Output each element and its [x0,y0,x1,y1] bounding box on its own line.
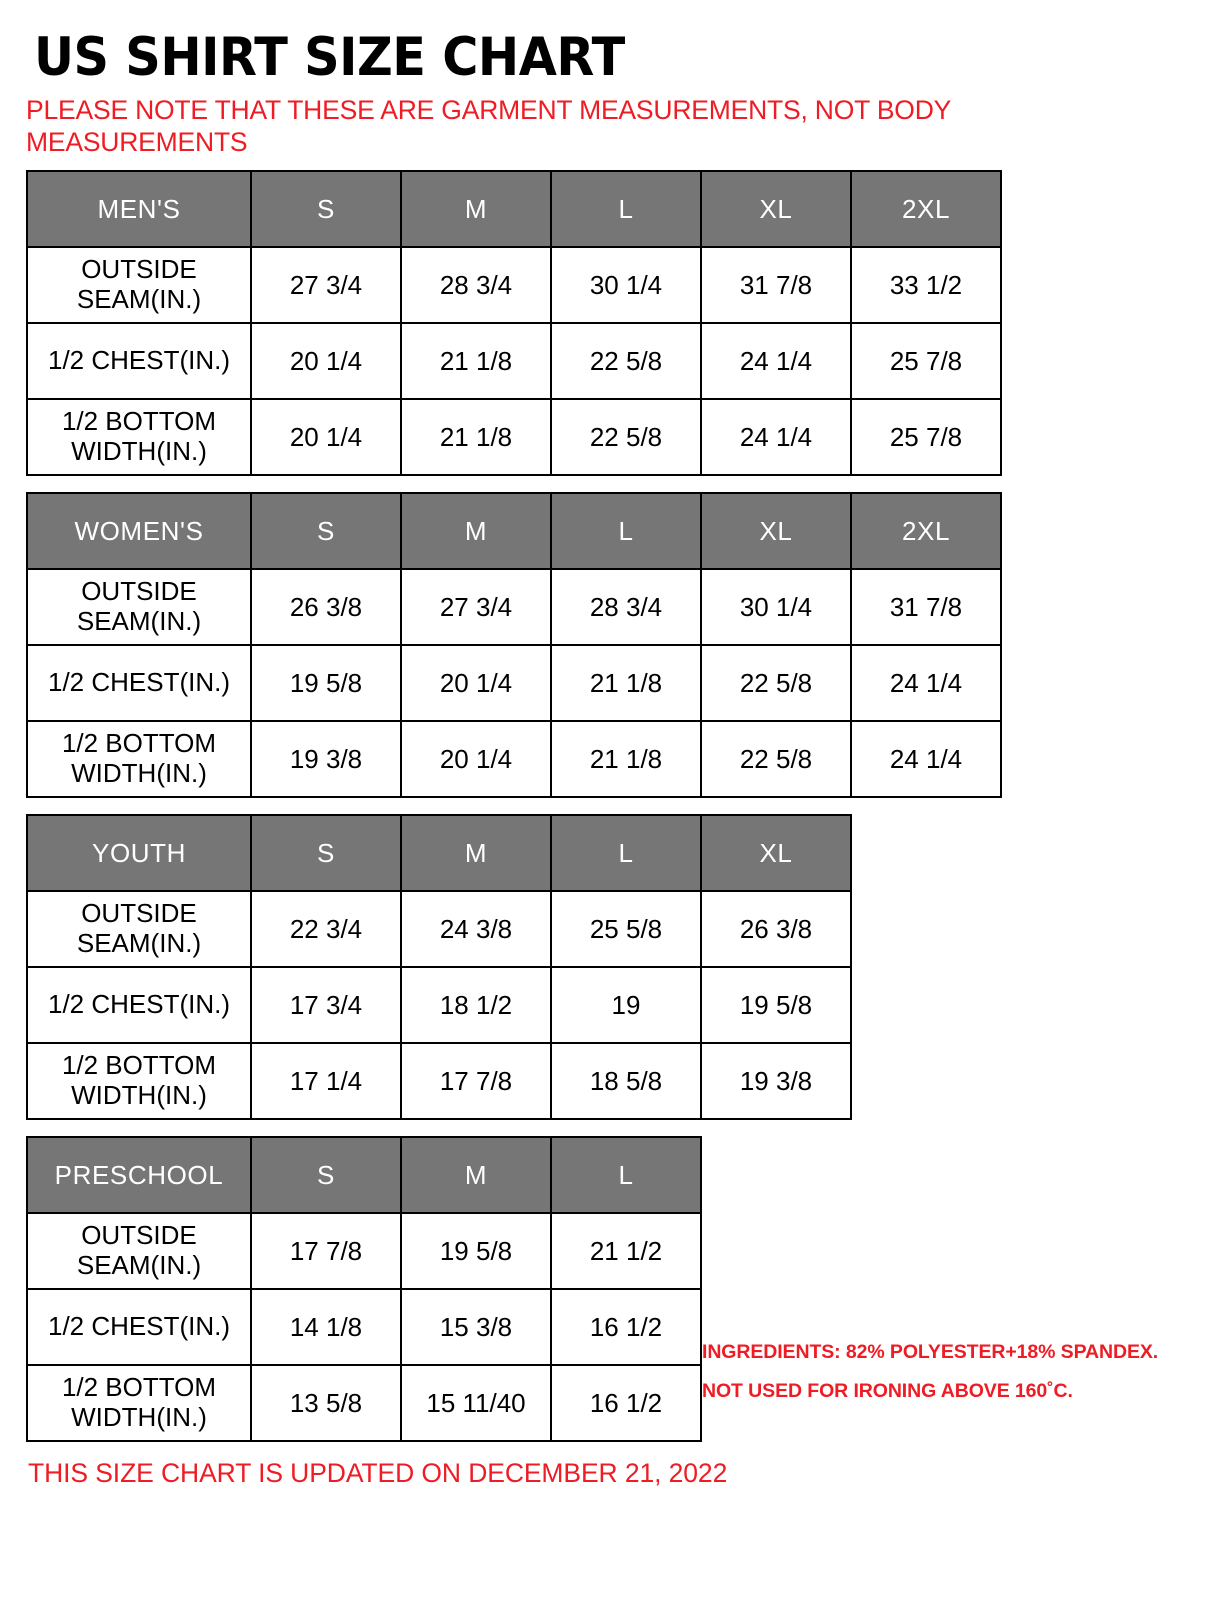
measurement-value: 19 3/8 [251,721,401,797]
measurement-value: 20 1/4 [401,645,551,721]
size-table-men-s [26,170,1002,476]
measurement-value: 24 1/4 [701,323,851,399]
size-column-header: 2XL [851,171,1001,247]
table-row [27,569,1001,645]
measurement-label: OUTSIDE SEAM(IN.) [27,247,251,323]
size-column-header: M [401,493,551,569]
measurement-value: 15 3/8 [401,1289,551,1365]
ingredients-line-2: NOT USED FOR IRONING ABOVE 160˚C. [702,1380,1073,1402]
measurement-value: 19 3/8 [701,1043,851,1119]
size-column-header: 2XL [851,493,1001,569]
measurement-label: 1/2 BOTTOM WIDTH(IN.) [27,1365,251,1441]
table-header-row [27,815,851,891]
measurement-value: 24 1/4 [851,721,1001,797]
measurement-value: 17 1/4 [251,1043,401,1119]
size-column-header: S [251,1137,401,1213]
table-category-name: YOUTH [27,815,251,891]
measurement-value: 17 7/8 [251,1213,401,1289]
update-footer: THIS SIZE CHART IS UPDATED ON DECEMBER 21, 2022 [28,1458,728,1489]
size-column-header: S [251,815,401,891]
table-category-name: PRESCHOOL [27,1137,251,1213]
measurement-value: 22 5/8 [551,323,701,399]
size-table-preschool [26,1136,702,1442]
size-column-header: M [401,171,551,247]
table-row [27,1043,851,1119]
measurement-value: 28 3/4 [401,247,551,323]
size-tables-container [26,170,1194,1442]
measurement-label: 1/2 CHEST(IN.) [27,323,251,399]
measurement-value: 21 1/8 [551,645,701,721]
table-row [27,721,1001,797]
size-column-header: XL [701,171,851,247]
size-column-header: XL [701,493,851,569]
size-column-header: L [551,1137,701,1213]
measurement-value: 21 1/8 [551,721,701,797]
size-column-header: S [251,493,401,569]
table-header-row [27,1137,701,1213]
table-row [27,967,851,1043]
measurement-label: 1/2 BOTTOM WIDTH(IN.) [27,399,251,475]
measurement-value: 21 1/8 [401,399,551,475]
size-column-header: L [551,493,701,569]
measurement-value: 19 5/8 [401,1213,551,1289]
measurement-label: OUTSIDE SEAM(IN.) [27,1213,251,1289]
measurement-value: 14 1/8 [251,1289,401,1365]
measurement-value: 18 5/8 [551,1043,701,1119]
size-table-women-s [26,492,1002,798]
measurement-label: 1/2 BOTTOM WIDTH(IN.) [27,721,251,797]
measurement-value: 18 1/2 [401,967,551,1043]
size-column-header: L [551,171,701,247]
measurement-value: 21 1/2 [551,1213,701,1289]
measurement-value: 31 7/8 [701,247,851,323]
size-column-header: M [401,815,551,891]
measurement-value: 19 5/8 [701,967,851,1043]
measurement-value: 22 5/8 [701,645,851,721]
table-category-name: WOMEN'S [27,493,251,569]
measurement-value: 22 5/8 [551,399,701,475]
size-column-header: M [401,1137,551,1213]
measurement-value: 20 1/4 [401,721,551,797]
table-header-row [27,171,1001,247]
measurement-label: 1/2 BOTTOM WIDTH(IN.) [27,1043,251,1119]
page-title: US SHIRT SIZE CHART [34,27,625,88]
measurement-value: 13 5/8 [251,1365,401,1441]
table-header-row [27,493,1001,569]
measurement-value: 19 [551,967,701,1043]
table-category-name: MEN'S [27,171,251,247]
measurement-value: 30 1/4 [701,569,851,645]
measurement-value: 17 3/4 [251,967,401,1043]
ingredients-line-1: INGREDIENTS: 82% POLYESTER+18% SPANDEX. [702,1341,1159,1363]
measurement-label: 1/2 CHEST(IN.) [27,1289,251,1365]
table-row [27,399,1001,475]
measurement-label: 1/2 CHEST(IN.) [27,645,251,721]
table-row [27,247,1001,323]
measurement-value: 20 1/4 [251,323,401,399]
table-row [27,891,851,967]
table-row [27,645,1001,721]
measurement-value: 22 3/4 [251,891,401,967]
measurement-value: 25 5/8 [551,891,701,967]
measurement-value: 16 1/2 [551,1289,701,1365]
size-column-header: S [251,171,401,247]
measurement-value: 26 3/8 [251,569,401,645]
ingredients-note [702,1333,1158,1411]
table-row [27,1289,701,1365]
measurement-value: 27 3/4 [401,569,551,645]
size-table-youth [26,814,852,1120]
size-column-header: XL [701,815,851,891]
measurement-value: 15 11/40 [401,1365,551,1441]
measurement-note: PLEASE NOTE THAT THESE ARE GARMENT MEASUREMENTS, NOT BODY MEASUREMENTS [26,94,951,157]
measurement-value: 24 1/4 [851,645,1001,721]
measurement-label: OUTSIDE SEAM(IN.) [27,569,251,645]
measurement-value: 27 3/4 [251,247,401,323]
measurement-value: 28 3/4 [551,569,701,645]
measurement-value: 24 3/8 [401,891,551,967]
measurement-value: 31 7/8 [851,569,1001,645]
measurement-value: 21 1/8 [401,323,551,399]
measurement-label: OUTSIDE SEAM(IN.) [27,891,251,967]
measurement-value: 22 5/8 [701,721,851,797]
table-row [27,323,1001,399]
table-row [27,1365,701,1441]
table-row [27,1213,701,1289]
measurement-value: 25 7/8 [851,323,1001,399]
measurement-value: 25 7/8 [851,399,1001,475]
measurement-label: 1/2 CHEST(IN.) [27,967,251,1043]
measurement-value: 20 1/4 [251,399,401,475]
measurement-value: 24 1/4 [701,399,851,475]
measurement-value: 26 3/8 [701,891,851,967]
measurement-value: 33 1/2 [851,247,1001,323]
measurement-value: 16 1/2 [551,1365,701,1441]
measurement-value: 19 5/8 [251,645,401,721]
measurement-value: 30 1/4 [551,247,701,323]
size-column-header: L [551,815,701,891]
measurement-value: 17 7/8 [401,1043,551,1119]
